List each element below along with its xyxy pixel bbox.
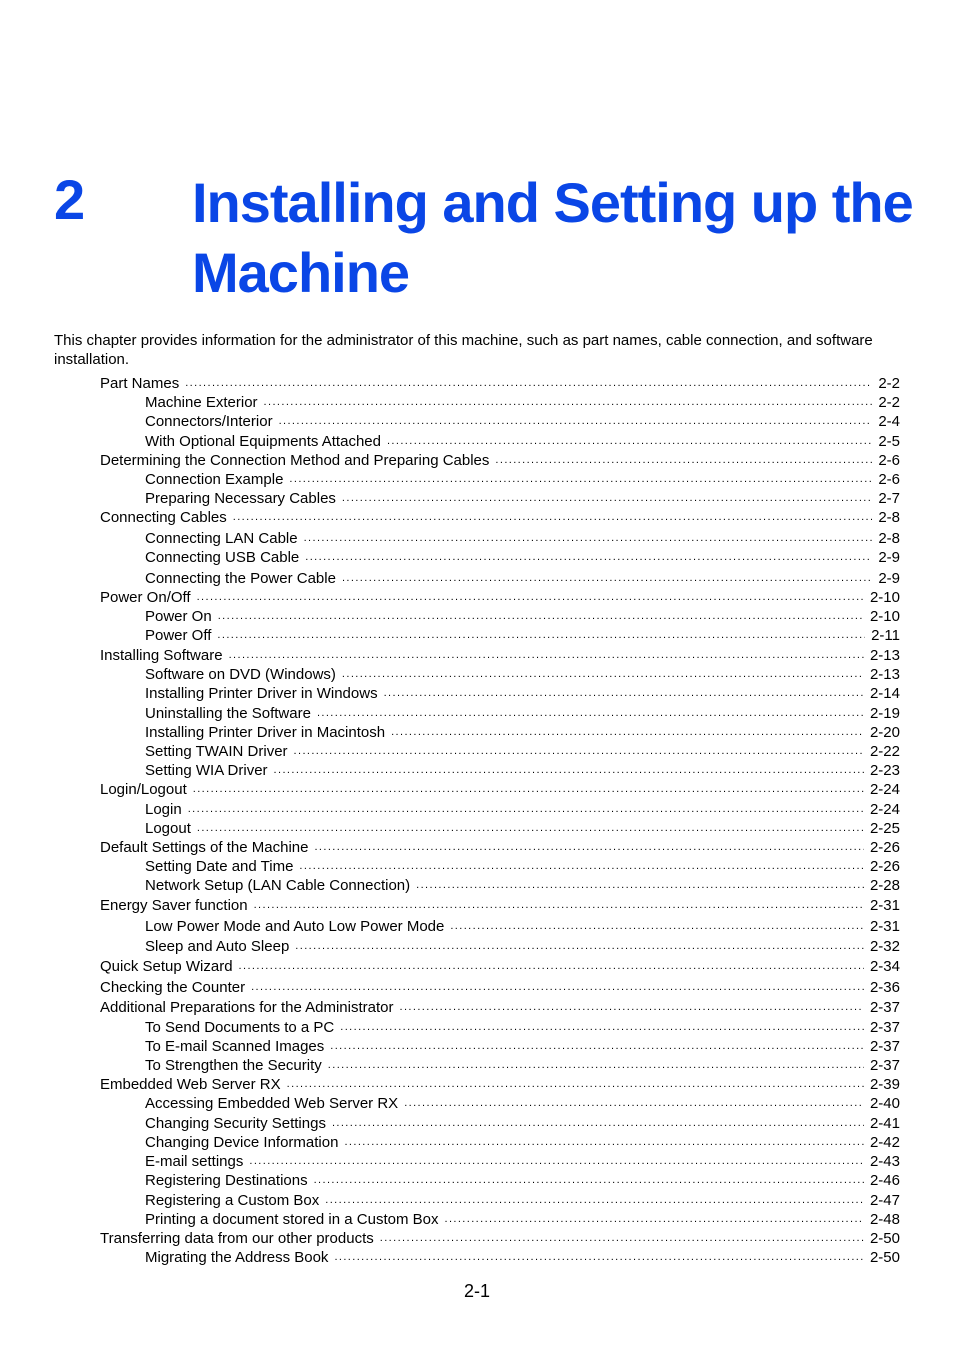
toc-entry-page: 2-50 <box>869 1249 900 1266</box>
toc-dot-leader <box>444 1210 863 1229</box>
toc-entry-page: 2-9 <box>878 549 900 566</box>
toc-entry-page: 2-2 <box>878 394 900 411</box>
toc-entry-title: Connecting the Power Cable <box>145 570 336 587</box>
toc-entry-title: Registering Destinations <box>145 1172 308 1189</box>
toc-entry-title: Preparing Necessary Cables <box>145 490 336 507</box>
toc-entry[interactable] <box>145 1056 900 1075</box>
toc-entry-page: 2-37 <box>869 1038 900 1055</box>
toc-entry-page: 2-19 <box>869 705 900 722</box>
toc-entry-page: 2-22 <box>869 743 900 760</box>
toc-entry-page: 2-13 <box>869 647 900 664</box>
toc-entry[interactable] <box>145 1210 900 1229</box>
toc-entry[interactable] <box>145 607 900 626</box>
toc-dot-leader <box>317 704 864 723</box>
toc-dot-leader <box>344 1133 864 1152</box>
toc-entry-page: 2-25 <box>869 820 900 837</box>
toc-dot-leader <box>380 1229 864 1248</box>
toc-dot-leader <box>384 684 864 703</box>
toc-entry-page: 2-4 <box>878 413 900 430</box>
toc-entry-title: Setting TWAIN Driver <box>145 743 288 760</box>
toc-entry[interactable] <box>100 978 900 997</box>
toc-entry-title: Connection Example <box>145 471 284 488</box>
toc-entry-title: Power Off <box>145 627 212 644</box>
toc-entry[interactable] <box>145 1094 900 1113</box>
toc-entry-page: 2-8 <box>878 509 900 526</box>
toc-entry[interactable] <box>145 761 900 780</box>
toc-entry-title: Transferring data from our other products <box>100 1230 374 1247</box>
toc-entry-page: 2-10 <box>869 589 900 606</box>
toc-entry-title: Setting WIA Driver <box>145 762 268 779</box>
toc-entry-title: Determining the Connection Method and Preparing Cables <box>100 452 490 469</box>
toc-dot-leader <box>229 646 864 665</box>
toc-dot-leader <box>233 508 873 527</box>
toc-entry-title: Accessing Embedded Web Server RX <box>145 1095 399 1112</box>
toc-entry[interactable] <box>145 412 900 431</box>
toc-entry-title: Additional Preparations for the Administrator <box>100 999 394 1016</box>
toc-entry-page: 2-37 <box>869 1057 900 1074</box>
toc-dot-leader <box>391 723 864 742</box>
toc-entry[interactable] <box>145 1133 900 1152</box>
chapter-title: Installing and Setting up the Machine <box>192 171 913 304</box>
toc-entry[interactable] <box>100 998 900 1017</box>
toc-entry[interactable] <box>145 1248 900 1267</box>
toc-entry-page: 2-31 <box>869 897 900 914</box>
toc-entry[interactable] <box>145 529 900 548</box>
toc-entry-page: 2-7 <box>878 490 900 507</box>
toc-entry-page: 2-39 <box>869 1076 900 1093</box>
toc-entry[interactable] <box>100 838 900 857</box>
toc-dot-leader <box>217 626 865 645</box>
toc-dot-leader <box>450 917 864 936</box>
toc-entry[interactable] <box>145 684 900 703</box>
chapter-number: 2 <box>54 168 85 231</box>
toc-dot-leader <box>304 529 873 548</box>
toc-dot-leader <box>193 780 864 799</box>
toc-entry-page: 2-37 <box>869 999 900 1016</box>
toc-dot-leader <box>218 607 864 626</box>
toc-entry-title: Embedded Web Server RX <box>100 1076 281 1093</box>
toc-entry-page: 2-14 <box>869 685 900 702</box>
toc-dot-leader <box>404 1094 864 1113</box>
toc-entry[interactable] <box>100 646 900 665</box>
toc-entry-title: Changing Security Settings <box>145 1115 326 1132</box>
toc-dot-leader <box>197 819 864 838</box>
toc-entry-page: 2-10 <box>869 608 900 625</box>
toc-dot-leader <box>495 451 872 470</box>
toc-entry[interactable] <box>100 1229 900 1248</box>
toc-entry[interactable] <box>100 588 900 607</box>
toc-entry-page: 2-24 <box>869 781 900 798</box>
toc-entry[interactable] <box>145 470 900 489</box>
toc-dot-leader <box>305 548 872 567</box>
toc-entry[interactable] <box>145 819 900 838</box>
toc-entry-page: 2-37 <box>869 1019 900 1036</box>
toc-dot-leader <box>279 412 873 431</box>
toc-dot-leader <box>334 1248 864 1267</box>
toc-entry-title: Uninstalling the Software <box>145 705 311 722</box>
toc-entry[interactable] <box>100 451 900 470</box>
toc-dot-leader <box>197 588 864 607</box>
toc-entry[interactable] <box>145 1114 900 1133</box>
toc-dot-leader <box>264 393 873 412</box>
toc-entry[interactable] <box>145 1191 900 1210</box>
toc-dot-leader <box>332 1114 864 1133</box>
toc-entry-title: E-mail settings <box>145 1153 244 1170</box>
toc-entry-page: 2-20 <box>869 724 900 741</box>
toc-entry[interactable] <box>145 489 900 508</box>
toc-entry-title: Connecting Cables <box>100 509 227 526</box>
toc-entry-title: Login/Logout <box>100 781 187 798</box>
toc-entry[interactable] <box>145 626 900 645</box>
toc-entry-title: Migrating the Address Book <box>145 1249 329 1266</box>
toc-entry-title: To Strengthen the Security <box>145 1057 322 1074</box>
toc-entry[interactable] <box>145 876 900 895</box>
toc-dot-leader <box>314 838 864 857</box>
toc-dot-leader <box>299 857 864 876</box>
toc-entry-title: Installing Software <box>100 647 223 664</box>
toc-entry-page: 2-28 <box>869 877 900 894</box>
toc-dot-leader <box>342 569 872 588</box>
toc-dot-leader <box>330 1037 864 1056</box>
toc-dot-leader <box>328 1056 864 1075</box>
toc-entry-title: Installing Printer Driver in Windows <box>145 685 378 702</box>
toc-entry-title: Power On <box>145 608 212 625</box>
toc-entry-page: 2-13 <box>869 666 900 683</box>
toc-entry-page: 2-26 <box>869 839 900 856</box>
toc-dot-leader <box>342 489 872 508</box>
toc-entry-title: Part Names <box>100 375 180 392</box>
toc-entry-title: Connecting LAN Cable <box>145 530 298 547</box>
toc-entry-page: 2-43 <box>869 1153 900 1170</box>
toc-entry-title: Printing a document stored in a Custom Box <box>145 1211 439 1228</box>
page-number: 2-1 <box>463 1281 490 1301</box>
toc-entry-title: Machine Exterior <box>145 394 258 411</box>
toc-entry[interactable] <box>145 937 900 956</box>
toc-entry-page: 2-24 <box>869 801 900 818</box>
toc-entry[interactable] <box>100 508 900 527</box>
toc-entry[interactable] <box>145 800 900 819</box>
toc-entry-page: 2-50 <box>869 1230 900 1247</box>
toc-dot-leader <box>239 957 864 976</box>
toc-entry[interactable] <box>100 957 900 976</box>
toc-entry-page: 2-11 <box>871 627 900 644</box>
toc-dot-leader <box>289 470 872 489</box>
toc-entry[interactable] <box>145 548 900 567</box>
toc-entry-page: 2-2 <box>878 375 900 392</box>
toc-entry-title: Changing Device Information <box>145 1134 339 1151</box>
toc-entry-title: Setting Date and Time <box>145 858 294 875</box>
toc-entry[interactable] <box>145 393 900 412</box>
toc-entry-page: 2-5 <box>878 433 900 450</box>
toc-entry-title: Low Power Mode and Auto Low Power Mode <box>145 918 445 935</box>
toc-entry[interactable] <box>145 665 900 684</box>
toc-entry-title: Installing Printer Driver in Macintosh <box>145 724 386 741</box>
toc-entry-title: Quick Setup Wizard <box>100 958 233 975</box>
toc-dot-leader <box>294 742 864 761</box>
toc-entry-page: 2-42 <box>869 1134 900 1151</box>
toc-entry[interactable] <box>145 917 900 936</box>
toc-entry-title: Connectors/Interior <box>145 413 273 430</box>
toc-entry-page: 2-8 <box>878 530 900 547</box>
toc-dot-leader <box>400 998 864 1017</box>
toc-entry-page: 2-34 <box>869 958 900 975</box>
toc-entry-title: Connecting USB Cable <box>145 549 300 566</box>
toc-entry-title: Sleep and Auto Sleep <box>145 938 290 955</box>
toc-dot-leader <box>274 761 864 780</box>
toc-entry-title: Checking the Counter <box>100 979 246 996</box>
toc-dot-leader <box>295 937 864 956</box>
toc-entry[interactable] <box>100 896 900 915</box>
toc-entry-page: 2-48 <box>869 1211 900 1228</box>
toc-entry[interactable] <box>145 857 900 876</box>
toc-entry-page: 2-32 <box>869 938 900 955</box>
toc-entry[interactable] <box>145 1171 900 1190</box>
toc-entry-page: 2-23 <box>869 762 900 779</box>
toc-entry[interactable] <box>145 1152 900 1171</box>
toc-dot-leader <box>314 1171 864 1190</box>
toc-dot-leader <box>342 665 864 684</box>
toc-dot-leader <box>325 1191 864 1210</box>
toc-entry-page: 2-26 <box>869 858 900 875</box>
toc-entry-title: With Optional Equipments Attached <box>145 433 381 450</box>
toc-entry-title: Login <box>145 801 182 818</box>
toc-entry-page: 2-6 <box>878 452 900 469</box>
toc-entry-page: 2-6 <box>878 471 900 488</box>
toc-entry[interactable] <box>145 704 900 723</box>
toc-dot-leader <box>387 432 872 451</box>
toc-entry[interactable] <box>145 569 900 588</box>
toc-dot-leader <box>287 1075 864 1094</box>
toc-dot-leader <box>416 876 864 895</box>
toc-entry[interactable] <box>145 742 900 761</box>
toc-dot-leader <box>185 374 872 393</box>
toc-entry-page: 2-36 <box>869 979 900 996</box>
toc-entry[interactable] <box>100 1075 900 1094</box>
toc-entry-title: Software on DVD (Windows) <box>145 666 336 683</box>
toc-entry[interactable] <box>145 1018 900 1037</box>
toc-entry-title: To Send Documents to a PC <box>145 1019 335 1036</box>
toc-entry[interactable] <box>100 780 900 799</box>
toc-entry-page: 2-9 <box>878 570 900 587</box>
toc-entry-page: 2-41 <box>869 1115 900 1132</box>
toc-entry[interactable] <box>145 1037 900 1056</box>
toc-entry-title: Network Setup (LAN Cable Connection) <box>145 877 411 894</box>
chapter-intro: This chapter provides information for the administrator of this machine, such as part names, cable connection, and software installation. <box>54 332 873 368</box>
toc-entry-page: 2-31 <box>869 918 900 935</box>
toc-entry[interactable] <box>145 723 900 742</box>
toc-entry-title: Default Settings of the Machine <box>100 839 309 856</box>
toc-dot-leader <box>254 896 864 915</box>
toc-entry-title: Power On/Off <box>100 589 191 606</box>
toc-entry-page: 2-47 <box>869 1192 900 1209</box>
toc-entry-page: 2-40 <box>869 1095 900 1112</box>
toc-dot-leader <box>249 1152 864 1171</box>
toc-entry-title: To E-mail Scanned Images <box>145 1038 325 1055</box>
toc-entry-page: 2-46 <box>869 1172 900 1189</box>
toc-dot-leader <box>340 1018 864 1037</box>
toc-dot-leader <box>251 978 864 997</box>
toc-entry[interactable] <box>145 432 900 451</box>
toc-entry[interactable] <box>100 374 900 393</box>
toc-entry-title: Energy Saver function <box>100 897 248 914</box>
toc-dot-leader <box>188 800 864 819</box>
toc-entry-title: Logout <box>145 820 191 837</box>
toc-entry-title: Registering a Custom Box <box>145 1192 320 1209</box>
